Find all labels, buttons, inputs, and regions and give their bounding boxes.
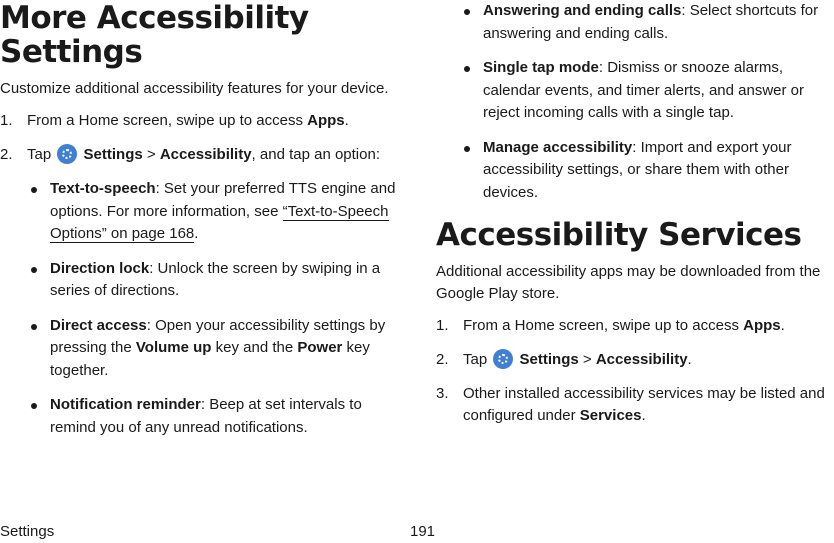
list-item-direction-lock: Direction lock: Unlock the screen by swiping in a series of directions. (0, 258, 402, 303)
bullet-icon (31, 258, 50, 303)
page-number: 191 (410, 523, 436, 540)
right-column (436, 0, 834, 439)
services-steps-list (436, 315, 834, 427)
step-3: 3. Other installed accessibility services may be listed and configured under Services. (436, 385, 825, 424)
bullet-icon (464, 137, 483, 205)
list-item-answering-ending-calls: Answering and ending calls: Select shortcuts for answering and ending calls. (436, 0, 834, 45)
page-reference-link[interactable]: “Text-to-Speech Options” on page 168 (50, 202, 389, 242)
step-2: 2. Tap Settings > Accessibility. (436, 351, 692, 368)
list-item-text-to-speech: Text-to-speech: Set your preferred TTS engine and options. For more information, see “Text-to-Speech Options” on page 168. (0, 178, 402, 246)
list-item-direct-access: Direct access: Open your accessibility settings by pressing the Volume up key and the Power key together. (0, 315, 402, 383)
bullet-icon (31, 178, 50, 246)
steps-list (0, 110, 402, 166)
step-1: 1. From a Home screen, swipe up to access Apps. (0, 112, 349, 129)
settings-gear-icon (493, 349, 513, 369)
accessibility-label: Accessibility (159, 146, 252, 163)
bullet-icon (464, 0, 483, 45)
list-item-notification-reminder: Notification reminder: Beep at set intervals to remind you of any unread notifications. (0, 394, 402, 439)
footer-section-name: Settings (0, 523, 55, 540)
services-intro: Additional accessibility apps may be downloaded from the Google Play store. (436, 263, 821, 302)
page-title: More Accessibility Settings (0, 0, 309, 70)
list-item-manage-accessibility: Manage accessibility: Import and export your accessibility settings, or share them with other devices. (436, 137, 834, 205)
bullet-icon (464, 57, 483, 125)
step-1: 1. From a Home screen, swipe up to access Apps. (436, 317, 785, 334)
bullet-icon (31, 315, 50, 383)
options-list (0, 178, 402, 439)
apps-label: Apps (307, 112, 345, 129)
settings-label: Settings (83, 146, 143, 163)
section-title: Accessibility Services (436, 217, 802, 253)
list-item-single-tap-mode: Single tap mode: Dismiss or snooze alarms, calendar events, and timer alerts, and answer or reject incoming calls with a single tap. (436, 57, 834, 125)
left-column (0, 0, 402, 451)
bullet-icon (31, 394, 50, 439)
options-list-continued (436, 0, 834, 204)
settings-gear-icon (57, 144, 77, 164)
step-2: 2. Tap Settings > Accessibility, and tap an option: (0, 146, 380, 163)
intro-paragraph: Customize additional accessibility features for your device. (0, 80, 389, 97)
